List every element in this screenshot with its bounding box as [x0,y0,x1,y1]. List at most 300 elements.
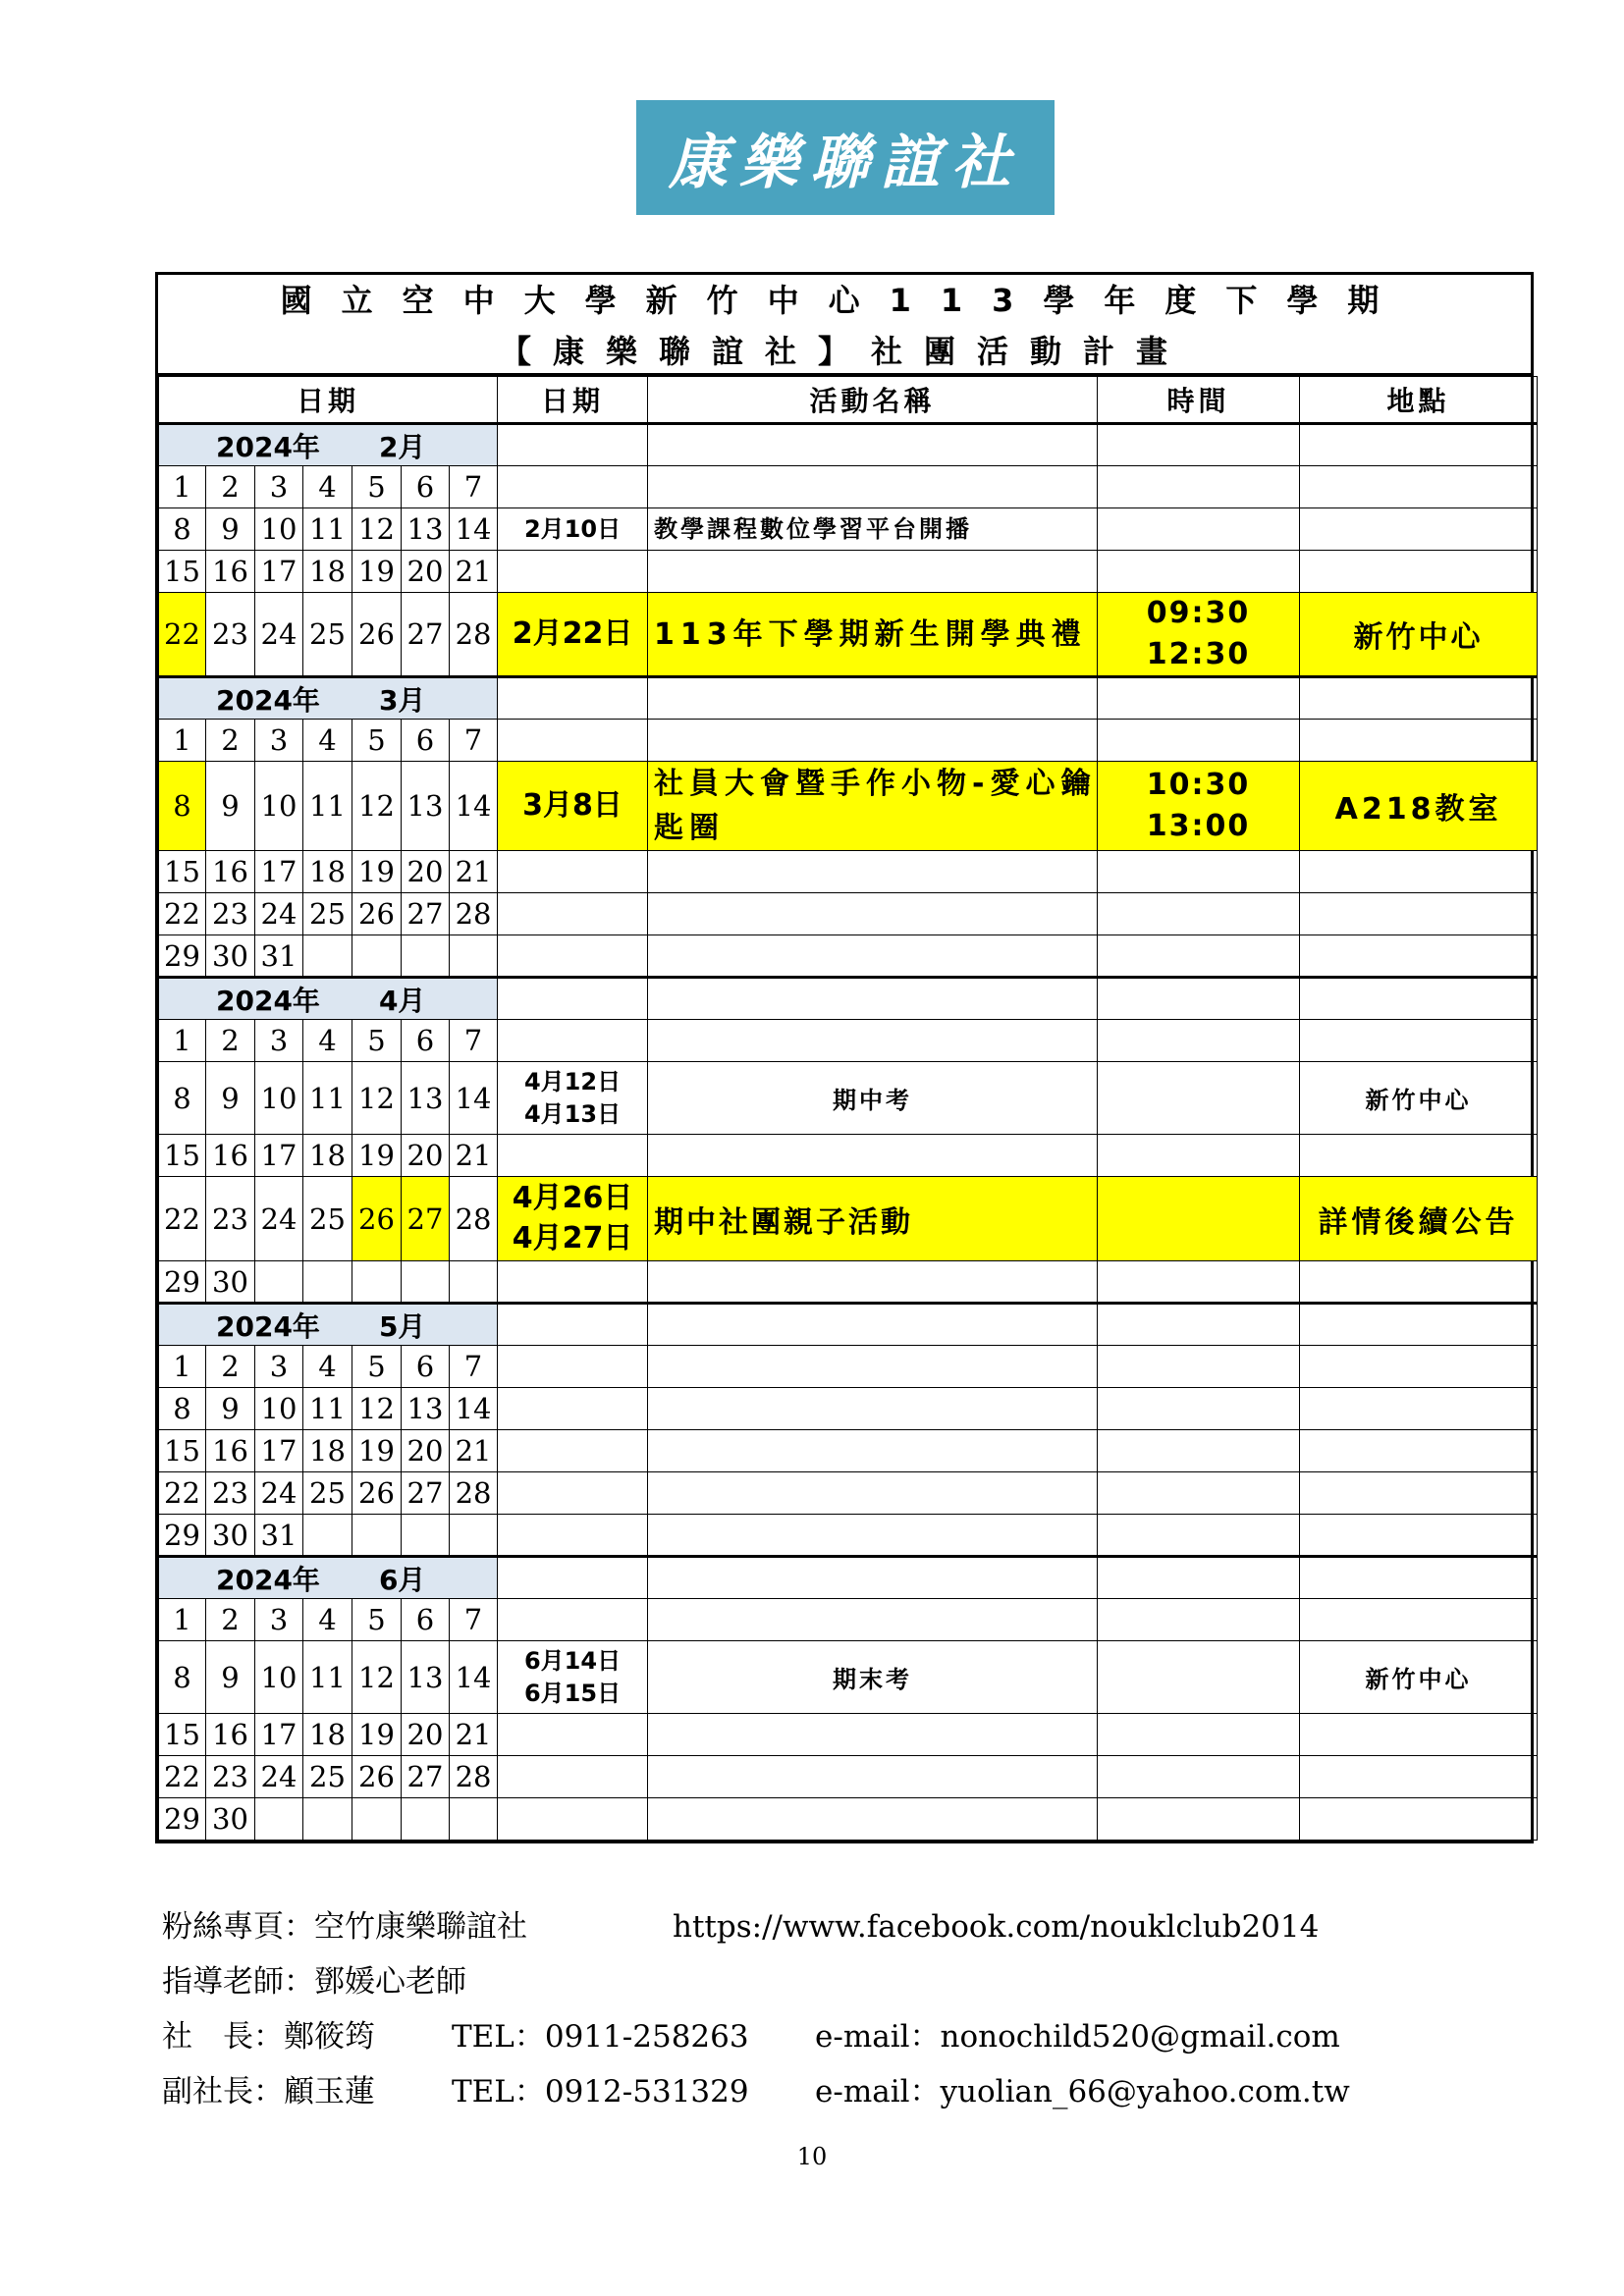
vice-email[interactable]: e-mail：yuolian_66@yahoo.com.tw [815,2074,1350,2109]
empty-cell [1098,1304,1300,1346]
month-header-row [159,978,1538,1020]
empty-cell [1098,1756,1300,1798]
empty-cell [498,1798,648,1841]
calendar-day: 7 [450,1020,498,1062]
empty-cell [1098,1599,1300,1641]
calendar-day: 12 [352,1641,402,1714]
month-year: 2024年 [216,683,320,717]
empty-cell [648,851,1098,893]
calendar-day: 5 [352,1346,402,1388]
week-row [159,762,1538,851]
empty-cell [1300,1388,1538,1430]
calendar-day: 3 [255,720,303,762]
empty-cell [1300,893,1538,935]
calendar-day: 14 [450,508,498,551]
calendar-day: 20 [402,851,450,893]
contact-footer [162,1899,1350,2119]
advisor-row [162,1954,1350,2009]
calendar-day: 8 [159,762,206,851]
empty-cell [498,1599,648,1641]
calendar-day: 27 [402,593,450,677]
calendar-day: 29 [159,1798,206,1841]
calendar-day: 17 [255,551,303,593]
calendar-day [255,1261,303,1304]
empty-cell [648,1430,1098,1472]
week-row [159,593,1538,677]
empty-cell [498,1515,648,1557]
calendar-day: 6 [402,1599,450,1641]
calendar-day: 30 [206,1515,255,1557]
calendar-day: 29 [159,935,206,978]
calendar-day: 16 [206,1135,255,1177]
empty-cell [1300,1472,1538,1515]
event-time: 10:30 13:00 [1098,762,1300,851]
empty-cell [648,551,1098,593]
event-location: 新竹中心 [1300,593,1538,677]
fanpage-label: 粉絲專頁：空竹康樂聯誼社 [162,1909,527,1945]
empty-cell [498,720,648,762]
calendar-day: 7 [450,1599,498,1641]
calendar-day: 27 [402,1472,450,1515]
event-location: A218教室 [1300,762,1538,851]
calendar-day: 18 [303,1135,352,1177]
calendar-day: 24 [255,1756,303,1798]
month-name: 3月 [378,683,426,717]
table-header [158,275,1531,376]
calendar-day: 10 [255,762,303,851]
empty-cell [1300,1599,1538,1641]
calendar-day: 17 [255,1714,303,1756]
empty-cell [1098,978,1300,1020]
calendar-day: 22 [159,893,206,935]
event-time: 09:30 12:30 [1098,593,1300,677]
empty-cell [648,424,1098,466]
calendar-day: 22 [159,593,206,677]
col-header-time: 時間 [1098,377,1300,424]
calendar-day: 15 [159,851,206,893]
calendar-day: 10 [255,1388,303,1430]
calendar-day [303,1515,352,1557]
month-year: 2024年 [216,984,320,1017]
advisor-text: 指導老師：鄧媛心老師 [162,1964,466,2000]
month-label [159,424,498,466]
week-row [159,893,1538,935]
calendar-day: 5 [352,466,402,508]
calendar-day: 14 [450,1641,498,1714]
page-number: 10 [796,2143,828,2170]
event-time [1098,1062,1300,1135]
calendar-day: 25 [303,593,352,677]
empty-cell [1098,551,1300,593]
empty-cell [1098,1346,1300,1388]
month-name: 6月 [378,1563,426,1596]
event-date: 2月22日 [498,593,648,677]
empty-cell [498,1472,648,1515]
calendar-day: 25 [303,893,352,935]
vice-name: 副社長：顧玉蓮 [162,2074,375,2109]
president-name: 社 長：鄭筱筠 [162,2019,375,2055]
calendar-day: 23 [206,1472,255,1515]
club-title-banner [636,100,1055,215]
calendar-day: 24 [255,893,303,935]
calendar-day: 18 [303,1430,352,1472]
calendar-day [352,1261,402,1304]
event-name: 113年下學期新生開學典禮 [648,593,1098,677]
empty-cell [1098,1472,1300,1515]
empty-cell [498,1430,648,1472]
calendar-day: 8 [159,1388,206,1430]
calendar-day: 1 [159,1599,206,1641]
calendar-day [352,1515,402,1557]
calendar-day: 26 [352,893,402,935]
week-row [159,1641,1538,1714]
col-header-calendar: 日期 [159,377,498,424]
calendar-day: 14 [450,1388,498,1430]
calendar-day [450,1261,498,1304]
calendar-day: 2 [206,466,255,508]
calendar-day: 12 [352,1062,402,1135]
calendar-day: 10 [255,508,303,551]
empty-cell [648,720,1098,762]
calendar-day: 17 [255,1430,303,1472]
calendar-day: 13 [402,1388,450,1430]
empty-cell [1098,1261,1300,1304]
calendar-day: 12 [352,1388,402,1430]
calendar-day: 17 [255,1135,303,1177]
calendar-day: 13 [402,1641,450,1714]
empty-cell [498,978,648,1020]
calendar-day: 19 [352,1430,402,1472]
club-title: 康樂聯誼社 [669,128,1022,197]
empty-cell [648,1304,1098,1346]
calendar-day: 4 [303,1020,352,1062]
president-tel: TEL：0911-258263 [452,2019,749,2055]
calendar-day: 3 [255,1599,303,1641]
header-line-1: 國立空中大學新竹中心113學年度下學期 [280,282,1409,319]
week-row [159,1714,1538,1756]
month-year: 2024年 [216,430,320,463]
month-label [159,1557,498,1599]
empty-cell [498,551,648,593]
month-name: 4月 [378,984,426,1017]
empty-cell [1098,1515,1300,1557]
empty-cell [1300,1020,1538,1062]
calendar-day: 7 [450,720,498,762]
calendar-day: 4 [303,466,352,508]
calendar-day: 21 [450,851,498,893]
calendar-day: 19 [352,851,402,893]
calendar-day: 11 [303,508,352,551]
empty-cell [498,677,648,720]
empty-cell [1098,935,1300,978]
calendar-day: 16 [206,1714,255,1756]
calendar-day: 9 [206,1062,255,1135]
event-name: 教學課程數位學習平台開播 [648,508,1098,551]
empty-cell [1300,424,1538,466]
calendar-day: 23 [206,1177,255,1261]
empty-cell [1300,551,1538,593]
event-date: 6月14日 6月15日 [498,1641,648,1714]
empty-cell [498,1304,648,1346]
calendar-day: 29 [159,1515,206,1557]
empty-cell [648,1714,1098,1756]
event-location: 新竹中心 [1300,1062,1538,1135]
calendar-day: 8 [159,1641,206,1714]
calendar-day [450,1798,498,1841]
calendar-day: 21 [450,1135,498,1177]
calendar-day: 6 [402,1020,450,1062]
calendar-day: 26 [352,1472,402,1515]
month-label [159,1304,498,1346]
calendar-day: 14 [450,762,498,851]
event-time [1098,508,1300,551]
empty-cell [1300,677,1538,720]
empty-cell [1098,1388,1300,1430]
calendar-day: 13 [402,508,450,551]
calendar-day: 22 [159,1177,206,1261]
empty-cell [648,1388,1098,1430]
empty-cell [498,1135,648,1177]
calendar-day [450,1515,498,1557]
calendar-day: 26 [352,1756,402,1798]
week-row [159,1388,1538,1430]
calendar-day: 15 [159,1430,206,1472]
calendar-day: 17 [255,851,303,893]
calendar-day: 10 [255,1062,303,1135]
empty-cell [498,935,648,978]
month-name: 5月 [378,1309,426,1343]
empty-cell [498,1020,648,1062]
week-row [159,1430,1538,1472]
month-year: 2024年 [216,1309,320,1343]
empty-cell [1300,1135,1538,1177]
event-date: 3月8日 [498,762,648,851]
empty-cell [1300,1261,1538,1304]
week-row [159,851,1538,893]
empty-cell [648,1261,1098,1304]
month-name: 2月 [378,430,426,463]
empty-cell [648,466,1098,508]
calendar-day: 14 [450,1062,498,1135]
empty-cell [1300,1714,1538,1756]
calendar-day: 11 [303,1641,352,1714]
calendar-day: 26 [352,1177,402,1261]
empty-cell [498,893,648,935]
empty-cell [498,1714,648,1756]
calendar-day [402,1261,450,1304]
calendar-day [402,1798,450,1841]
calendar-day: 21 [450,1430,498,1472]
column-header-row [159,377,1538,424]
week-row [159,720,1538,762]
empty-cell [648,677,1098,720]
calendar-day: 28 [450,893,498,935]
calendar-day: 4 [303,1599,352,1641]
week-row [159,1515,1538,1557]
calendar-day: 2 [206,720,255,762]
empty-cell [1098,893,1300,935]
calendar-day: 15 [159,1714,206,1756]
calendar-day [303,1798,352,1841]
event-date: 4月12日 4月13日 [498,1062,648,1135]
calendar-day: 7 [450,466,498,508]
calendar-day: 7 [450,1346,498,1388]
month-header-row [159,424,1538,466]
empty-cell [1300,720,1538,762]
event-time [1098,1177,1300,1261]
schedule-body [159,377,1538,1841]
calendar-day: 21 [450,551,498,593]
empty-cell [1098,424,1300,466]
president-email[interactable]: e-mail：nonochild520@gmail.com [815,2019,1340,2055]
calendar-day [255,1798,303,1841]
week-row [159,1599,1538,1641]
calendar-day: 15 [159,551,206,593]
empty-cell [498,466,648,508]
calendar-day: 5 [352,1599,402,1641]
month-header-row [159,1557,1538,1599]
calendar-day: 28 [450,593,498,677]
calendar-day: 28 [450,1472,498,1515]
calendar-day: 6 [402,466,450,508]
calendar-day [402,1515,450,1557]
calendar-day: 16 [206,851,255,893]
calendar-day: 24 [255,1177,303,1261]
empty-cell [648,1599,1098,1641]
week-row [159,1135,1538,1177]
empty-cell [1300,1557,1538,1599]
empty-cell [498,1388,648,1430]
empty-cell [1300,1304,1538,1346]
calendar-day: 13 [402,1062,450,1135]
calendar-day: 20 [402,1430,450,1472]
calendar-day: 23 [206,893,255,935]
calendar-day: 23 [206,1756,255,1798]
empty-cell [648,893,1098,935]
empty-cell [648,935,1098,978]
calendar-day: 18 [303,551,352,593]
empty-cell [648,1515,1098,1557]
empty-cell [648,1135,1098,1177]
col-header-date: 日期 [498,377,648,424]
calendar-day [352,935,402,978]
president-row [162,2009,1350,2064]
calendar-day: 2 [206,1020,255,1062]
calendar-day: 21 [450,1714,498,1756]
calendar-day: 3 [255,1020,303,1062]
week-row [159,466,1538,508]
calendar-day: 31 [255,935,303,978]
calendar-day: 20 [402,551,450,593]
calendar-day [402,935,450,978]
empty-cell [1300,935,1538,978]
empty-cell [498,1557,648,1599]
calendar-day: 6 [402,1346,450,1388]
calendar-day: 23 [206,593,255,677]
empty-cell [648,978,1098,1020]
calendar-day [303,935,352,978]
week-row [159,1261,1538,1304]
empty-cell [498,851,648,893]
calendar-day: 25 [303,1756,352,1798]
calendar-day: 11 [303,762,352,851]
calendar-day: 25 [303,1177,352,1261]
empty-cell [1300,978,1538,1020]
empty-cell [648,1346,1098,1388]
calendar-day: 11 [303,1062,352,1135]
calendar-day: 5 [352,720,402,762]
calendar-day: 10 [255,1641,303,1714]
calendar-day: 26 [352,593,402,677]
calendar-day: 4 [303,1346,352,1388]
calendar-day: 19 [352,551,402,593]
calendar-day: 30 [206,935,255,978]
vice-tel: TEL：0912-531329 [452,2074,749,2109]
week-row [159,551,1538,593]
event-location: 新竹中心 [1300,1641,1538,1714]
calendar-day: 22 [159,1756,206,1798]
calendar-day: 9 [206,1641,255,1714]
calendar-day: 30 [206,1798,255,1841]
calendar-day: 3 [255,1346,303,1388]
fanpage-url[interactable]: https://www.facebook.com/nouklclub2014 [673,1909,1320,1945]
month-header-row [159,677,1538,720]
calendar-day: 11 [303,1388,352,1430]
empty-cell [648,1557,1098,1599]
calendar-day [450,935,498,978]
week-row [159,1062,1538,1135]
event-name: 期中考 [648,1062,1098,1135]
empty-cell [1098,466,1300,508]
calendar-day [352,1798,402,1841]
calendar-day: 9 [206,508,255,551]
week-row [159,1798,1538,1841]
calendar-day: 25 [303,1472,352,1515]
week-row [159,1756,1538,1798]
empty-cell [1300,1756,1538,1798]
calendar-day: 5 [352,1020,402,1062]
col-header-activity: 活動名稱 [648,377,1098,424]
month-label [159,978,498,1020]
calendar-day: 19 [352,1714,402,1756]
empty-cell [498,1346,648,1388]
calendar-day: 9 [206,1388,255,1430]
calendar-day: 13 [402,762,450,851]
month-year: 2024年 [216,1563,320,1596]
week-row [159,1346,1538,1388]
event-name: 社員大會暨手作小物-愛心鑰匙圈 [648,762,1098,851]
empty-cell [1098,1135,1300,1177]
event-name: 期中社團親子活動 [648,1177,1098,1261]
empty-cell [1300,1430,1538,1472]
empty-cell [1098,677,1300,720]
calendar-day: 29 [159,1261,206,1304]
calendar-day: 28 [450,1177,498,1261]
calendar-day: 16 [206,1430,255,1472]
week-row [159,1020,1538,1062]
event-name: 期末考 [648,1641,1098,1714]
empty-cell [1300,851,1538,893]
empty-cell [1098,1714,1300,1756]
month-header-row [159,1304,1538,1346]
calendar-day: 30 [206,1261,255,1304]
calendar-day: 24 [255,1472,303,1515]
calendar-day: 4 [303,720,352,762]
empty-cell [1098,1798,1300,1841]
week-row [159,1177,1538,1261]
calendar-day: 2 [206,1346,255,1388]
calendar-day: 27 [402,893,450,935]
